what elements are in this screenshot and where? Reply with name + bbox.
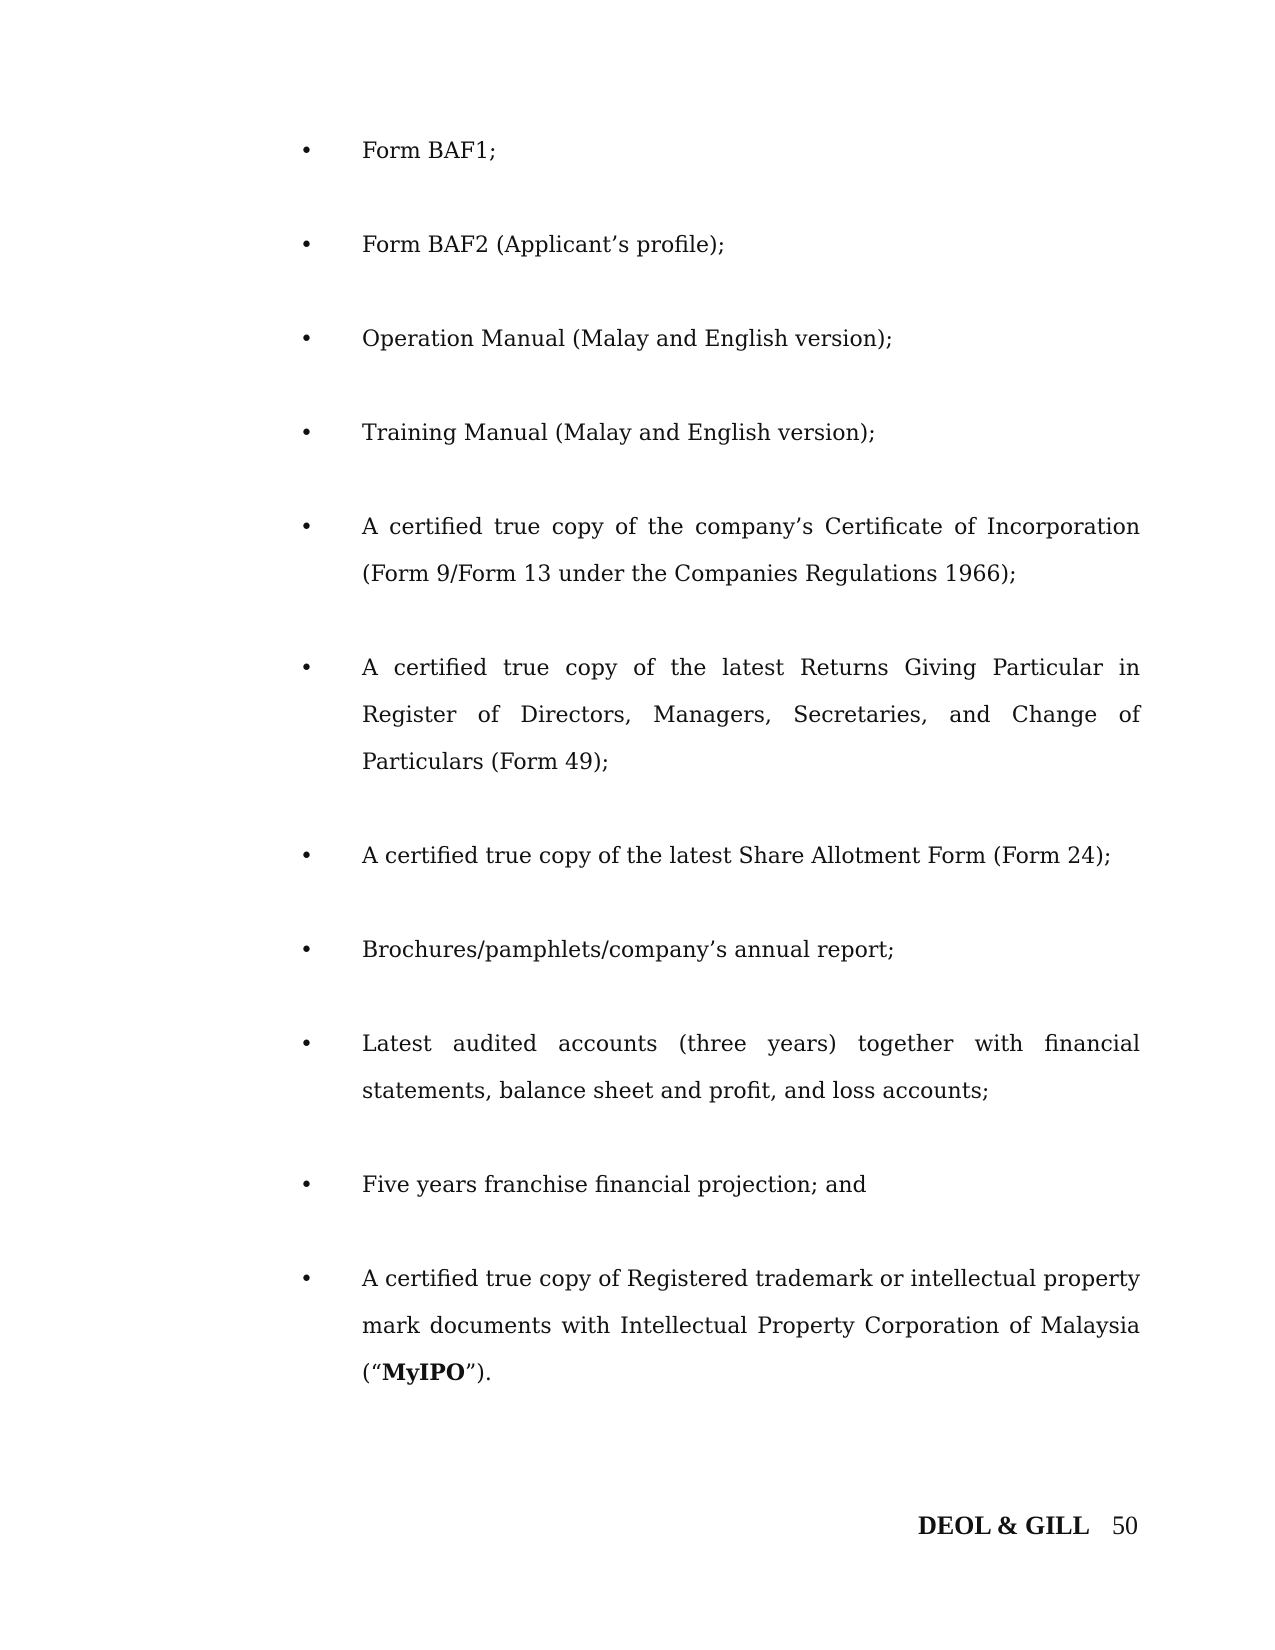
firm-name: DEOL & GILL	[918, 1511, 1090, 1540]
bullet-icon: •	[300, 938, 313, 963]
list-item	[300, 833, 1140, 880]
list-item-text: Form BAF1;	[362, 139, 497, 164]
page-footer	[918, 1508, 1138, 1544]
bullet-icon: •	[300, 1032, 313, 1057]
list-item	[300, 1162, 1140, 1209]
bullet-icon: •	[300, 421, 313, 446]
list-item-text: Latest audited accounts (three years) together with financial statements, balance sheet and profit, and loss accounts;	[362, 1032, 1140, 1104]
list-item-text: Operation Manual (Malay and English version);	[362, 327, 893, 352]
requirements-list	[300, 128, 1140, 1444]
list-item-text: A certified true copy of the latest Returns Giving Particular in Register of Directors, Managers, Secretaries, and Change of Particulars (Form 49);	[362, 656, 1140, 775]
list-item	[300, 128, 1140, 175]
list-item	[300, 222, 1140, 269]
list-item-text-before: A certified true copy of Registered trademark or intellectual property mark documents with Intellectual Property Corporation of Malaysia (“	[362, 1267, 1140, 1386]
list-item	[300, 1021, 1140, 1115]
list-item	[300, 645, 1140, 786]
list-item-text: Five years franchise financial projection; and	[362, 1173, 867, 1198]
bullet-icon: •	[300, 656, 313, 681]
list-item-text: A certified true copy of the latest Share Allotment Form (Form 24);	[362, 844, 1112, 869]
bullet-icon: •	[300, 1267, 313, 1292]
bullet-icon: •	[300, 1173, 313, 1198]
list-item-text: Brochures/pamphlets/company’s annual report;	[362, 938, 895, 963]
bullet-icon: •	[300, 515, 313, 540]
bullet-icon: •	[300, 844, 313, 869]
list-item	[300, 504, 1140, 598]
list-item	[300, 927, 1140, 974]
list-item	[300, 1256, 1140, 1397]
page-number: 50	[1112, 1511, 1138, 1540]
bullet-icon: •	[300, 139, 313, 164]
list-item	[300, 316, 1140, 363]
bullet-icon: •	[300, 233, 313, 258]
list-item-text: Training Manual (Malay and English version);	[362, 421, 876, 446]
list-item	[300, 410, 1140, 457]
list-item-text: A certified true copy of the company’s Certificate of Incorporation (Form 9/Form 13 under the Companies Regulations 1966);	[362, 515, 1140, 587]
myipo-abbreviation: MyIPO	[381, 1360, 465, 1386]
list-item-text-after: ”).	[464, 1361, 492, 1386]
bullet-icon: •	[300, 327, 313, 352]
list-item-text: Form BAF2 (Applicant’s profile);	[362, 233, 725, 258]
